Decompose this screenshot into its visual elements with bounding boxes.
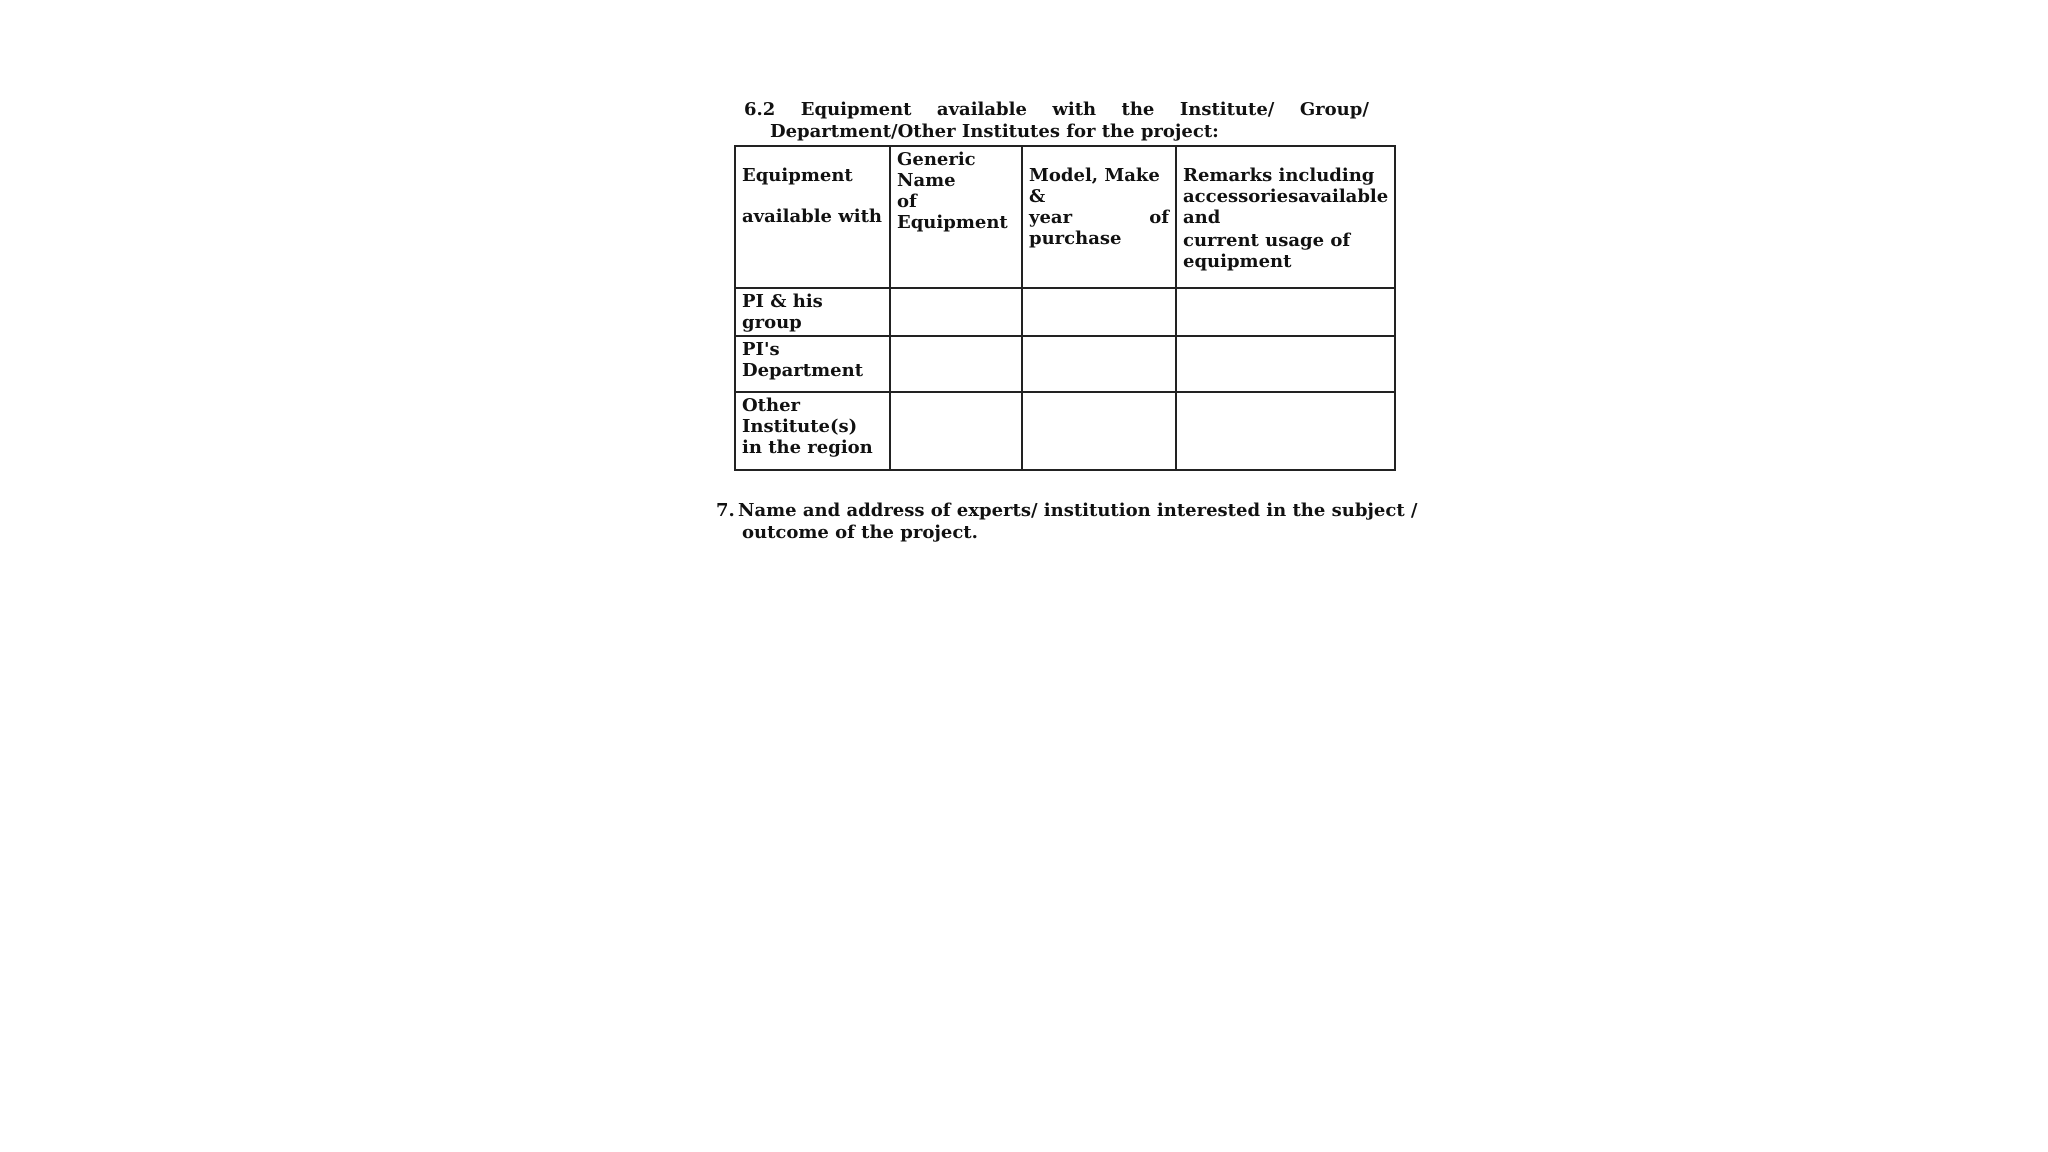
header-text-justified (1029, 207, 1169, 228)
header-model-make-year (1022, 146, 1176, 288)
header-text: current usage of (1183, 230, 1351, 251)
header-text: Remarks including (1183, 165, 1375, 186)
section-number: 6.2 (744, 99, 776, 120)
header-text: accessories (1183, 186, 1299, 207)
empty-cell[interactable] (890, 392, 1022, 470)
table-row (735, 392, 1395, 470)
row-label: PI's (742, 339, 780, 360)
header-generic-name (890, 146, 1022, 288)
header-text: Generic (897, 149, 976, 170)
section-title-line1 (744, 99, 1369, 120)
item-text: Name and address of experts/ institution interested in the subject / (738, 500, 1418, 521)
row-label: Department (742, 360, 864, 381)
header-text: and (1183, 207, 1221, 228)
header-text: available with (742, 206, 883, 227)
empty-cell[interactable] (1022, 288, 1176, 336)
header-text-justified (1183, 186, 1388, 207)
empty-cell[interactable] (1022, 336, 1176, 392)
row-label-cell (735, 392, 890, 470)
equipment-table (734, 145, 1396, 471)
empty-cell[interactable] (1022, 392, 1176, 470)
table-header-row (735, 146, 1395, 288)
header-remarks (1176, 146, 1395, 288)
section-title-line2: Department/Other Institutes for the project: (770, 121, 1219, 142)
header-text: of (897, 191, 917, 212)
section-title-word: Group/ (1299, 99, 1369, 120)
empty-cell[interactable] (890, 336, 1022, 392)
row-label-cell (735, 288, 890, 336)
header-text: available (1298, 186, 1389, 207)
table-row (735, 336, 1395, 392)
section-title-word: Institute/ (1179, 99, 1275, 120)
section-title-word: the (1121, 99, 1155, 120)
empty-cell[interactable] (1176, 336, 1395, 392)
empty-cell[interactable] (890, 288, 1022, 336)
section-title-word: available (936, 99, 1027, 120)
table-row (735, 288, 1395, 336)
header-equipment-available-with (735, 146, 890, 288)
empty-cell[interactable] (1176, 392, 1395, 470)
row-label: Other (742, 395, 801, 416)
item-number: 7. (716, 500, 735, 521)
header-text: Name (897, 170, 956, 191)
header-text: equipment (1183, 251, 1292, 272)
row-label: Institute(s) (742, 416, 858, 437)
item-7-line1 (716, 500, 1418, 522)
empty-cell[interactable] (1176, 288, 1395, 336)
section-title-word: with (1052, 99, 1097, 120)
section-title-word: Equipment (800, 99, 912, 120)
row-label: in the region (742, 437, 873, 458)
header-text: of (1149, 207, 1169, 228)
row-label: PI & his group (742, 291, 823, 333)
row-label-cell (735, 336, 890, 392)
header-text: purchase (1029, 228, 1122, 249)
header-text: year (1029, 207, 1073, 228)
header-text: Equipment (742, 165, 853, 186)
header-text: Model, Make & (1029, 165, 1160, 207)
item-7 (716, 500, 1418, 544)
header-text: Equipment (897, 212, 1008, 233)
item-7-line2: outcome of the project. (742, 522, 978, 543)
